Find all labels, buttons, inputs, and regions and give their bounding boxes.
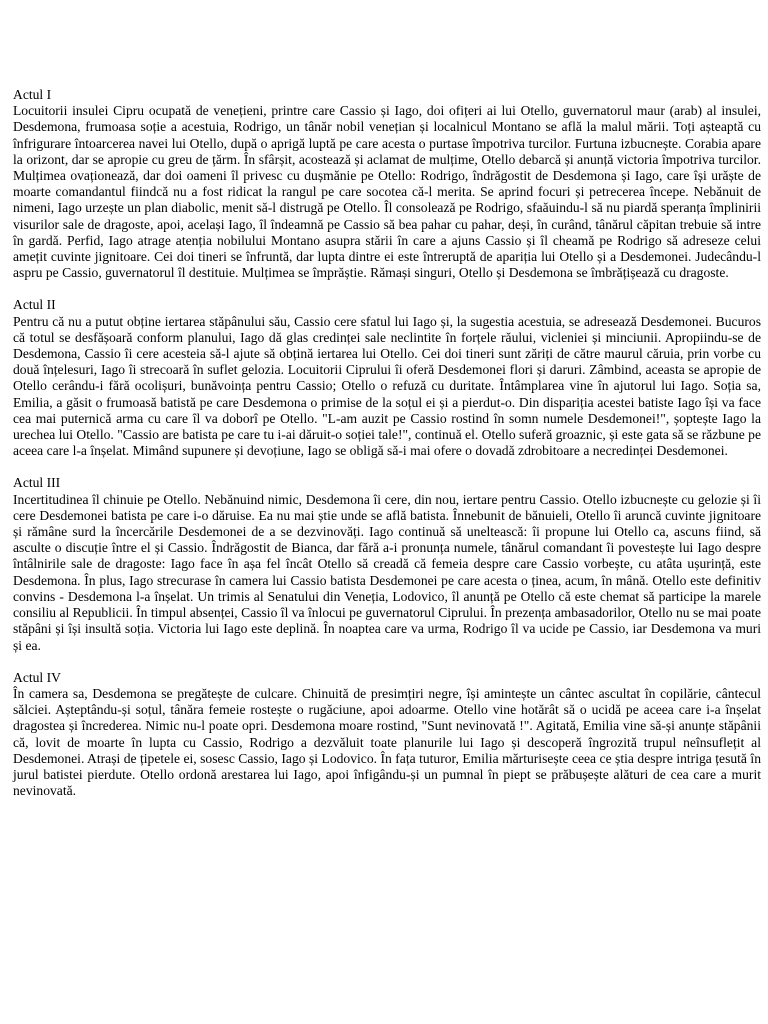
act-3-title: Actul III [13,475,61,491]
act-2-section [13,297,761,459]
act-1-section [13,87,761,281]
act-2-summary: Pentru că nu a putut obține iertarea stăpânului său, Cassio cere sfatul lui Iago și, la sugestia acestuia, se adresează Desdemonei. Bucuros că totul se desfășoară conform planului, Iago dă glas credinței sale neclintite în forțele răului, vicleniei și minciunii. Apropiindu-se de Desdemona, Cassio îi cere acesteia să-l ajute să obțină iertarea lui Otello. Cei doi tineri sunt zăriți de către maurul căruia, prin vorbe cu două înțelesuri, Iago îi strecoară în suflet gelozia. Locuitorii Ciprului îi oferă Desdemonei flori și daruri. Zâmbind, aceasta se apropie de Otello cerându-i fără ocolișuri, bunăvoința pentru Cassio; Otello o refuză cu duritate. Întâmplarea vine în ajutorul lui Iago. Soția sa, Emilia, a găsit o frumoasă batistă pe care Desdemona o primise de la soțul ei și a pierdut-o. Din dispariția acestei batiste Iago își va face cea mai puternică arma cu care îl va doborî pe Otello. "L-am auzit pe Cassio rostind în somn numele Desdemonei!", șoptește Iago la urechea lui Otello. "Cassio are batista pe care tu i-ai dăruit-o soției tale!", continuă el. Otello suferă groaznic, și este gata să se răzbune pe aceea care l-a înșelat. Mimând supunere și devoțiune, Iago se obligă să-i mai ofere o dovadă zdrobitoare a necredinței Desdemonei. [13,313,761,459]
document-page [13,87,761,815]
act-1-summary: Locuitorii insulei Cipru ocupată de venețieni, printre care Cassio și Iago, doi ofițeri ai lui Otello, guvernatorul maur (arab) al insulei, Desdemona, frumoasa soție a acestuia, Rodrigo, un tânăr nobil venețian și localnicul Montano se află la malul mării. Toți așteaptă cu înfrigurare întoarcerea navei lui Otello, după o aprigă luptă pe care acesta o purtase împotriva turcilor. Furtuna izbucnește. Corabia apare la orizont, dar se apropie cu greu de țărm. În sfârșit, acostează și aclamat de mulțime, Otello debarcă și anunță victoria împotriva turcilor. Mulțimea ovaționează, dar doi oameni îl privesc cu dușmănie pe Otello: Rodrigo, îndrăgostit de Desdemona și Iago, care își urăște de moarte comandantul fiindcă nu a fost ridicat la rangul pe care socotea că-l merita. Se aprind focuri și petrecerea începe. Nebănuit de nimeni, Iago urzește un plan diabolic, menit să-l distrugă pe Otello. Îl consolează pe Rodrigo, sfaăuindu-l să nu piardă speranța împlinirii visurilor sale de dragoste, apoi, același Iago, îl îndeamnă pe Cassio să bea pahar cu pahar, deși, în curând, tânărul căpitan trebuie să intre în gardă. Perfid, Iago atrage atenția nobilului Montano asupra stării în care a ajuns Cassio și îl cheamă pe Rodrigo să adreseze celui amețit cuvinte jignitoare. Cei doi tineri se înfruntă, dar lupta dintre ei este întreruptă de apariția lui Otello și a Desdemonei. Judecându-l aspru pe Cassio, guvernatorul îl destituie. Mulțimea se împrăștie. Rămași singuri, Otello și Desdemona se îmbrățișează cu dragoste. [13,103,761,281]
act-4-title: Actul IV [13,669,61,685]
act-3-summary: Incertitudinea îl chinuie pe Otello. Nebănuind nimic, Desdemona îi cere, din nou, iertare pentru Cassio. Otello izbucnește cu gelozie și îi cere Desdemonei batista pe care i-o dăruise. Ea nu mai știe unde se află batista. Înnebunit de bănuieli, Otello îi aruncă cuvinte jignitoare și rămâne surd la încercările Desdemonei de a se dezvinovăți. Iago continuă să uneltească: îi propune lui Otello ca, ascuns fiind, să asculte o discuție între el și Cassio. Îndrăgostit de Bianca, dar fără a-i pronunța numele, tânărul comandant îi povestește lui Iago despre întâlnirile sale de dragoste: Iago face în așa fel încât Otello să creadă că femeia despre care Cassio vorbește, cu atâta ușurință, este Desdemona. În plus, Iago strecurase în camera lui Cassio batista Desdemonei pe care acesta o ținea, acum, în mână. Otello este definitiv convins - Desdemona l-a înșelat. Un trimis al Senatului din Veneția, Lodovico, îl anunță pe Otello că este chemat să participe la marele consiliu al Republicii. În timpul absenței, Cassio îl va înlocui pe guvernatorul Ciprului. În prezența ambasadorilor, Otello nu se mai poate stăpâni și își insultă soția. Victoria lui Iago este deplină. În noaptea care va urma, Rodrigo îl va ucide pe Cassio, iar Desdemona va muri și ea. [13,491,761,653]
act-2-title: Actul II [13,297,56,313]
act-4-summary: În camera sa, Desdemona se pregătește de culcare. Chinuită de presimțiri negre, își amintește un cântec ascultat în copilărie, cântecul sălciei. Așteptându-și soțul, tânăra femeie rostește o rugăciune, apoi adoarme. Otello vine hotărât să o ucidă pe aceea care i-a înșelat dragostea și încrederea. Nimic nu-l poate opri. Desdemona moare rostind, "Sunt nevinovată !". Agitată, Emilia vine să-și anunțe stăpânii că, lovit de moarte în lupta cu Cassio, Rodrigo a dezvăluit toate planurile lui Iago și descoperă îngrozită trupul neînsuflețit al Desdemonei. Atrași de țipetele ei, sosesc Cassio, Iago și Lodovico. În fața tuturor, Emilia mărturisește ceea ce știa despre intriga țesută în jurul batistei pierdute. Otello ordonă arestarea lui Iago, apoi înfigându-și un pumnal în piept se prăbușește alături de cea care a murit nevinovată. [13,685,761,799]
act-3-section [13,475,761,653]
act-4-section [13,670,761,800]
act-1-title: Actul I [13,87,52,102]
